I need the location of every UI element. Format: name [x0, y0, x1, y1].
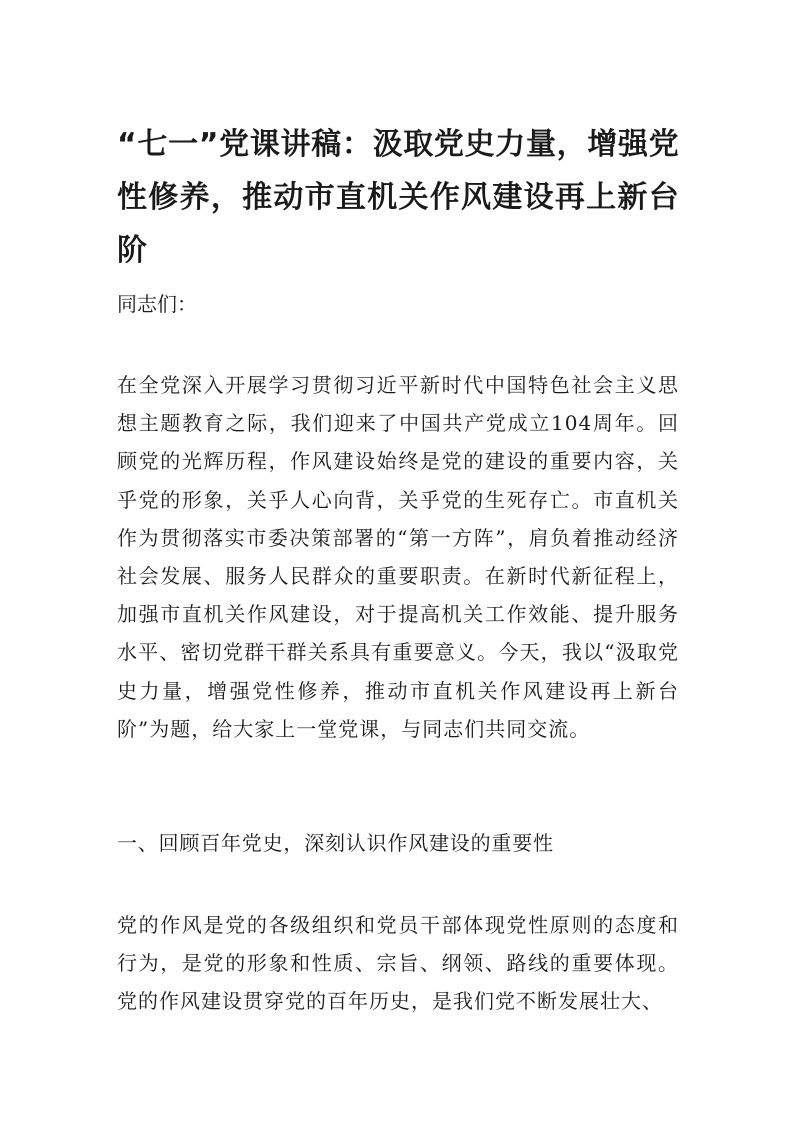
body-paragraph-intro: 在全党深入开展学习贯彻习近平新时代中国特色社会主义思想主题教育之际，我们迎来了中国共产党成立104周年。回顾党的光辉历程，作风建设始终是党的建设的重要内容，关乎党的形象，关乎人心向背，关乎党的生死存亡。市直机关作为贯彻落实市委决策部署的“第一方阵”，肩负着推动经济社会发展、服务人民群众的重要职责。在新时代新征程上，加强市直机关作风建设，对于提高机关工作效能、提升服务水平、密切党群干群关系具有重要意义。今天，我以“汲取党史力量，增强党性修养，推动市直机关作风建设再上新台阶”为题，给大家上一堂党课，与同志们共同交流。 — [117, 373, 679, 741]
section-heading-1: 一、回顾百年党史，深刻认识作风建设的重要性 — [117, 831, 554, 855]
document-title: “七一”党课讲稿：汲取党史力量，增强党性修养，推动市直机关作风建设再上新台阶 — [117, 127, 679, 268]
body-paragraph-section-1: 党的作风是党的各级组织和党员干部体现党性原则的态度和行为，是党的形象和性质、宗旨、纲领、路线的重要体现。党的作风建设贯穿党的百年历史，是我们党不断发展壮大、 — [117, 913, 679, 1014]
salutation: 同志们： — [117, 292, 197, 316]
